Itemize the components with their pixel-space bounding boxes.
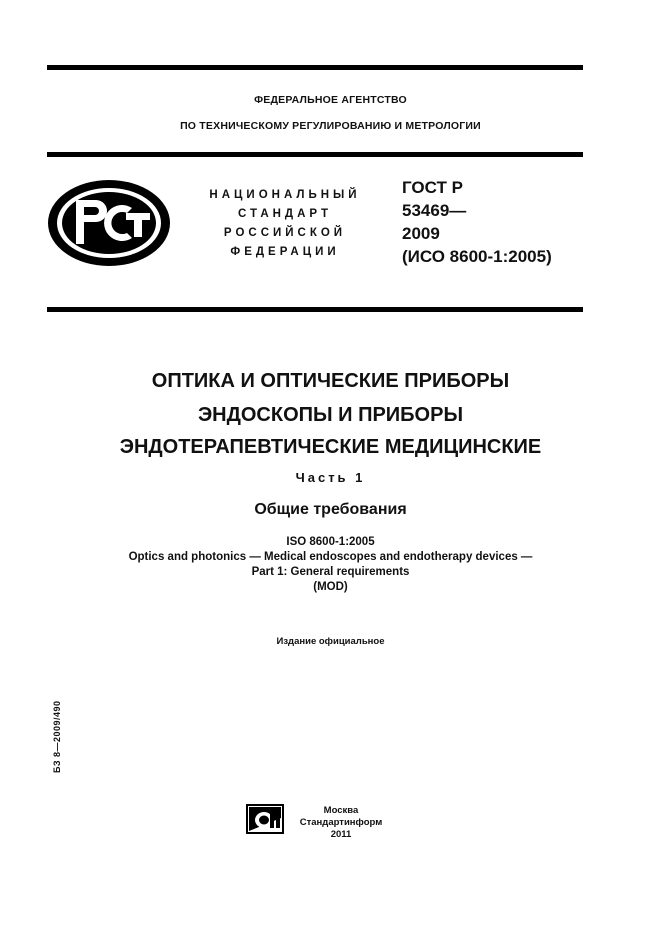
part-number: Часть 1 [295,470,366,485]
publisher-name: Стандартинформ [299,817,383,828]
standard-type-line-4: ФЕДЕРАЦИИ [230,246,340,258]
designation-line-1: ГОСТ Р [402,178,463,197]
designation-line-2: 53469— [402,201,467,220]
subtitle: Общие требования [254,501,407,518]
edition-note: Издание официальное [276,636,385,647]
iso-title-line-2: Part 1: General requirements [251,566,410,578]
lower-rule [47,307,583,312]
title-line-1: ОПТИКА И ОПТИЧЕСКИЕ ПРИБОРЫ [151,370,510,392]
iso-title-line-1: Optics and photonics — Medical endoscopes and endotherapy devices — [128,551,533,563]
modification-mark: (MOD) [313,581,348,593]
designation-line-4: (ИСО 8600-1:2005) [402,247,552,266]
side-code: БЗ 8—2009/490 [52,700,62,773]
standard-type-line-2: СТАНДАРТ [238,208,332,220]
designation-line-3: 2009 [402,224,440,243]
standard-type [196,186,374,262]
title-line-2: ЭНДОСКОПЫ И ПРИБОРЫ [197,404,464,426]
gost-logo-icon [46,178,172,273]
standartinform-logo-icon [246,804,284,839]
iso-reference: ISO 8600-1:2005 [286,536,375,548]
upper-rule [47,152,583,157]
publisher-year: 2011 [330,829,352,840]
standard-designation [402,176,602,268]
top-rule [47,65,583,70]
agency-line-1: ФЕДЕРАЛЬНОЕ АГЕНТСТВО [254,94,407,106]
standard-type-line-1: НАЦИОНАЛЬНЫЙ [209,189,361,201]
agency-line-2: ПО ТЕХНИЧЕСКОМУ РЕГУЛИРОВАНИЮ И МЕТРОЛОГИИ [180,120,481,132]
title-line-3: ЭНДОТЕРАПЕВТИЧЕСКИЕ МЕДИЦИНСКИЕ [119,436,542,458]
publisher-block [296,805,386,841]
publisher-city: Москва [323,805,359,816]
standard-type-line-3: РОССИЙСКОЙ [223,227,347,239]
